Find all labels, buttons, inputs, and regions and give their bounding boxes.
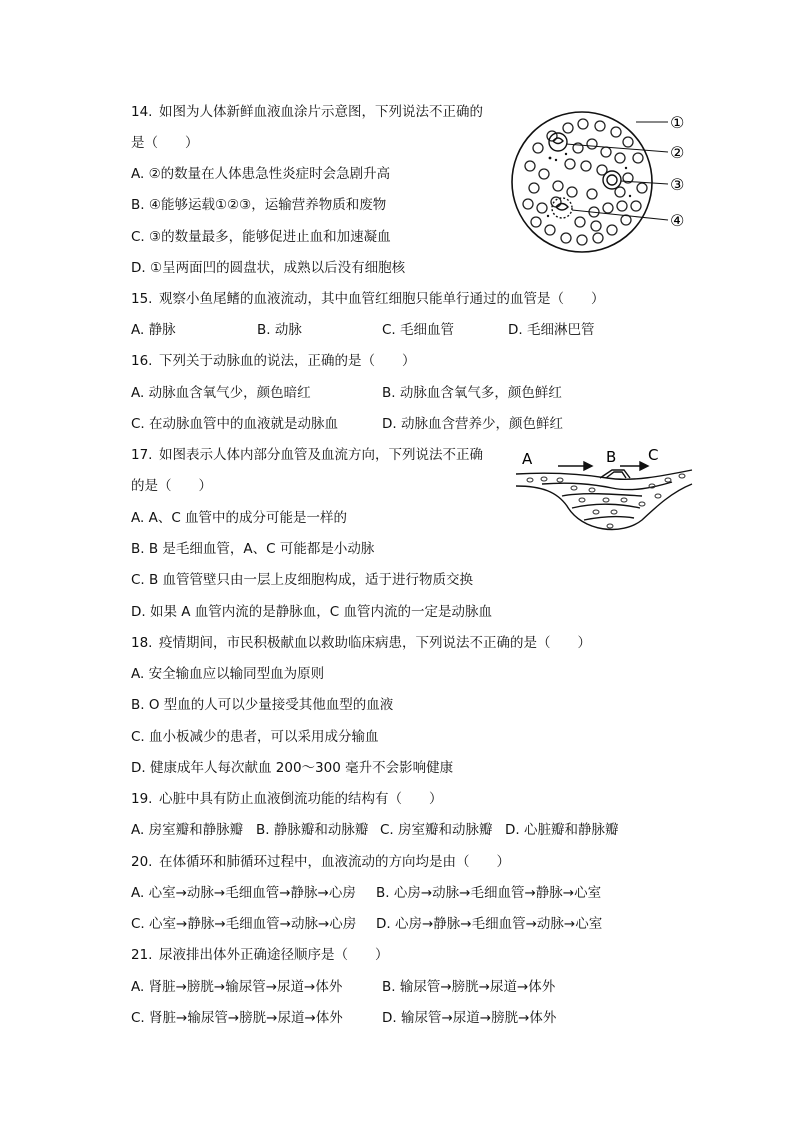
q17-stem-line1 — [131, 446, 483, 464]
q17-option-c[interactable]: C. B 血管管壁只由一层上皮细胞构成，适于进行物质交换 — [131, 572, 474, 588]
q21-option-d[interactable]: D. 输尿管→尿道→膀胱→体外 — [382, 1010, 557, 1026]
q21-number: 21. — [131, 947, 153, 963]
q21-options-row1 — [131, 978, 651, 996]
q18-option-d[interactable]: D. 健康成年人每次献血 200～300 毫升不会影响健康 — [131, 760, 454, 776]
q16-option-b[interactable]: B. 动脉血含氧气多，颜色鲜红 — [382, 385, 562, 401]
blood-smear-figure — [508, 108, 698, 258]
q19-option-d[interactable]: D. 心脏瓣和静脉瓣 — [505, 822, 619, 838]
q19-options — [131, 821, 651, 839]
q21-stem-text: 尿液排出体外正确途径顺序是（ ） — [159, 947, 389, 963]
q15-option-b[interactable]: B. 动脉 — [257, 322, 302, 338]
q20-option-c[interactable]: C. 心室→静脉→毛细血管→动脉→心房 — [131, 916, 357, 932]
q15-stem-text: 观察小鱼尾鳍的血液流动，其中血管红细胞只能单行通过的血管是（ ） — [159, 291, 605, 307]
q16-stem — [131, 352, 416, 370]
q21-options-row2 — [131, 1009, 651, 1027]
q16-options-row1 — [131, 384, 651, 402]
q21-option-b[interactable]: B. 输尿管→膀胱→尿道→体外 — [382, 979, 556, 995]
q14-option-d[interactable]: D. ①呈两面凹的圆盘状，成熟以后没有细胞核 — [131, 260, 406, 276]
q18-stem-text: 疫情期间，市民积极献血以救助临床病患，下列说法不正确的是（ ） — [159, 635, 591, 651]
q15-option-c[interactable]: C. 毛细血管 — [382, 322, 455, 338]
q19-option-a[interactable]: A. 房室瓣和静脉瓣 — [131, 822, 244, 838]
q15-options — [131, 321, 651, 339]
q20-stem — [131, 853, 510, 871]
q21-option-a[interactable]: A. 肾脏→膀胱→输尿管→尿道→体外 — [131, 979, 343, 995]
q21-stem — [131, 946, 389, 964]
q14-stem-text-1: 如图为人体新鲜血液血涂片示意图，下列说法不正确的 — [159, 104, 483, 120]
smear-label-1: ① — [670, 113, 685, 132]
q21-option-c[interactable]: C. 肾脏→输尿管→膀胱→尿道→体外 — [131, 1010, 343, 1026]
q15-option-d[interactable]: D. 毛细淋巴管 — [508, 322, 595, 338]
q14-number: 14. — [131, 104, 153, 120]
q19-number: 19. — [131, 791, 153, 807]
q17-stem-text-1: 如图表示人体内部分血管及血流方向，下列说法不正确 — [159, 447, 483, 463]
q17-option-d[interactable]: D. 如果 A 血管内流的是静脉血，C 血管内流的一定是动脉血 — [131, 604, 493, 620]
q20-option-d[interactable]: D. 心房→静脉→毛细血管→动脉→心室 — [376, 916, 603, 932]
q19-stem — [131, 790, 443, 808]
q17-option-b[interactable]: B. B 是毛细血管，A、C 可能都是小动脉 — [131, 541, 375, 557]
q18-stem — [131, 634, 591, 652]
q20-number: 20. — [131, 854, 153, 870]
vessel-label-b: B — [606, 448, 617, 466]
q16-option-c[interactable]: C. 在动脉血管中的血液就是动脉血 — [131, 416, 339, 432]
q20-option-a[interactable]: A. 心室→动脉→毛细血管→静脉→心房 — [131, 885, 356, 901]
q14-option-c[interactable]: C. ③的数量最多，能够促进止血和加速凝血 — [131, 229, 391, 245]
q17-stem-line2: 的是（ ） — [131, 478, 212, 494]
smear-label-3: ③ — [670, 175, 685, 194]
q14-stem-line1 — [131, 103, 483, 121]
q20-options-row2 — [131, 915, 651, 933]
q18-option-c[interactable]: C. 血小板减少的患者，可以采用成分输血 — [131, 729, 379, 745]
q17-number: 17. — [131, 447, 153, 463]
q18-number: 18. — [131, 635, 153, 651]
q15-number: 15. — [131, 291, 153, 307]
q16-options-row2 — [131, 415, 651, 433]
q16-option-d[interactable]: D. 动脉血含营养少，颜色鲜红 — [382, 416, 563, 432]
q20-stem-text: 在体循环和肺循环过程中，血液流动的方向均是由（ ） — [159, 854, 510, 870]
q19-option-c[interactable]: C. 房室瓣和动脉瓣 — [380, 822, 493, 838]
smear-label-4: ④ — [670, 211, 685, 230]
vessel-label-c: C — [648, 446, 659, 464]
q18-option-a[interactable]: A. 安全输血应以输同型血为原则 — [131, 666, 325, 682]
q19-stem-text: 心脏中具有防止血液倒流功能的结构有（ ） — [159, 791, 443, 807]
smear-label-2: ② — [670, 143, 685, 162]
q19-option-b[interactable]: B. 静脉瓣和动脉瓣 — [256, 822, 369, 838]
q15-stem — [131, 290, 605, 308]
blood-vessel-figure — [512, 444, 702, 542]
vessel-label-a: A — [522, 450, 533, 468]
q17-option-a[interactable]: A. A、C 血管中的成分可能是一样的 — [131, 510, 348, 526]
q14-stem-line2: 是（ ） — [131, 135, 199, 151]
q16-number: 16. — [131, 353, 153, 369]
q16-stem-text: 下列关于动脉血的说法，正确的是（ ） — [159, 353, 416, 369]
q18-option-b[interactable]: B. O 型血的人可以少量接受其他血型的血液 — [131, 697, 394, 713]
q16-option-a[interactable]: A. 动脉血含氧气少，颜色暗红 — [131, 385, 311, 401]
q20-options-row1 — [131, 884, 651, 902]
q14-option-a[interactable]: A. ②的数量在人体患急性炎症时会急剧升高 — [131, 166, 391, 182]
q20-option-b[interactable]: B. 心房→动脉→毛细血管→静脉→心室 — [376, 885, 602, 901]
q15-option-a[interactable]: A. 静脉 — [131, 322, 176, 338]
q14-option-b[interactable]: B. ④能够运载①②③，运输营养物质和废物 — [131, 197, 387, 213]
